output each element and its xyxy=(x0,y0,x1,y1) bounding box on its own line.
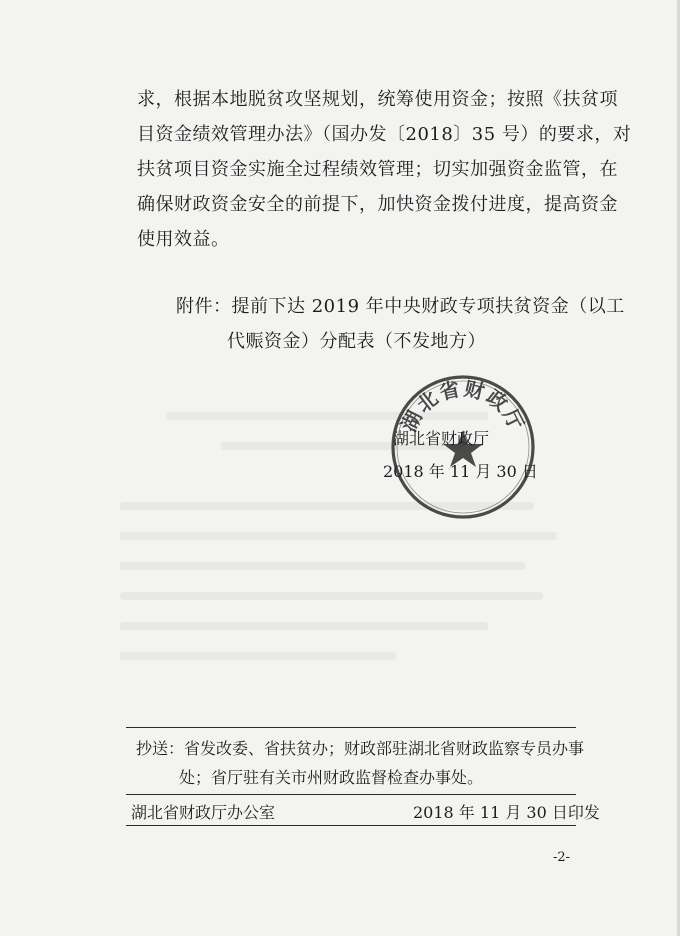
body-line: 使用效益。 xyxy=(137,229,230,250)
body-line: 求，根据本地脱贫攻坚规划，统筹使用资金；按照《扶贫项 xyxy=(137,89,618,110)
page-number: -2- xyxy=(553,850,571,865)
seal-text: 湖北省财政厅 xyxy=(396,376,530,436)
body-line: 目资金绩效管理办法》（国办发〔2018〕35 号）的要求，对 xyxy=(137,124,632,145)
cc-bottom-rule xyxy=(126,794,576,795)
footer-office: 湖北省财政厅办公室 xyxy=(131,803,276,822)
cc-top-rule xyxy=(126,727,576,728)
cc-block xyxy=(136,734,586,792)
attachment-note xyxy=(176,289,625,359)
body-line: 扶贫项目资金实施全过程绩效管理；切实加强资金监管，在 xyxy=(137,159,618,180)
body-line: 确保财政资金安全的前提下，加快资金拨付进度，提高资金 xyxy=(137,194,618,215)
footer-rule xyxy=(126,825,576,826)
body-paragraph xyxy=(137,82,632,257)
cc-line: 抄送：省发改委、省扶贫办；财政部驻湖北省财政监察专员办事 xyxy=(136,739,585,758)
signature-date: 2018 年 11 月 30 日 xyxy=(383,462,538,481)
footer-issued-date: 2018 年 11 月 30 日印发 xyxy=(413,803,600,822)
attachment-line: 附件：提前下达 2019 年中央财政专项扶贫资金（以工 xyxy=(176,296,625,317)
cc-line: 处；省厅驻有关市州财政监督检查办事处。 xyxy=(179,768,484,787)
signature-org: 湖北省财政厅 xyxy=(393,429,490,448)
attachment-line: 代赈资金）分配表（不发地方） xyxy=(227,331,486,352)
